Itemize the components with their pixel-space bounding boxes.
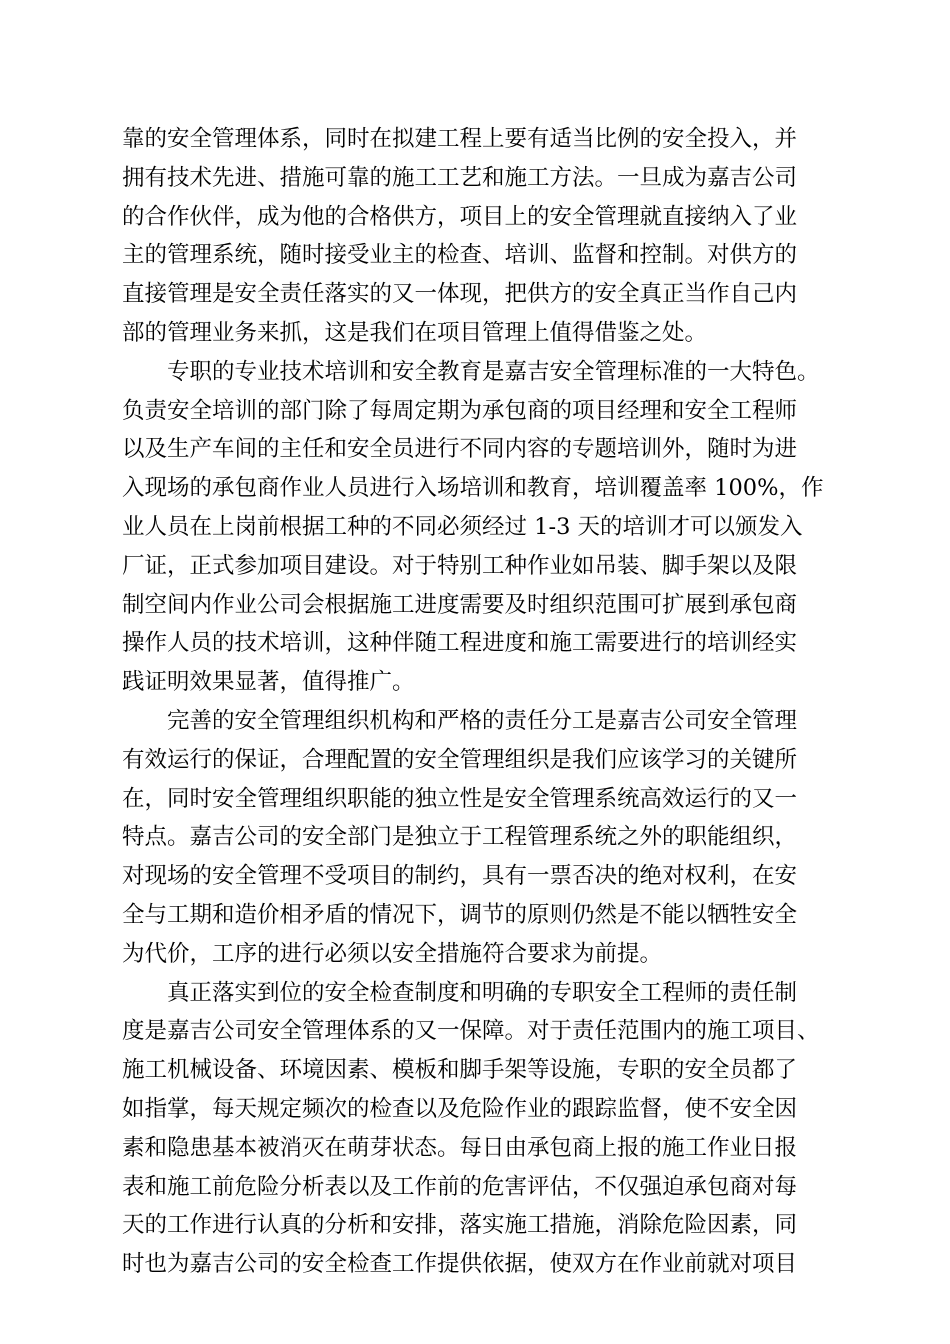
text-line: 有效运行的保证，合理配置的安全管理组织是我们应该学习的关键所 — [122, 746, 798, 773]
text-line: 度是嘉吉公司安全管理体系的又一保障。对于责任范围内的施工项目、 — [122, 1018, 820, 1045]
text-line: 施工机械设备、环境因素、模板和脚手架等设施，专职的安全员都了 — [122, 1057, 798, 1084]
text-line: 完善的安全管理组织机构和严格的责任分工是嘉吉公司安全管理 — [167, 707, 798, 734]
text-line: 全与工期和造价相矛盾的情况下，调节的原则仍然是不能以牺牲安全 — [122, 901, 798, 928]
paragraph-1 — [122, 120, 882, 353]
paragraph-4 — [122, 974, 882, 1284]
text-line: 部的管理业务来抓，这是我们在项目管理上值得借鉴之处。 — [122, 319, 708, 346]
paragraph-3 — [122, 702, 882, 974]
text-line: 践证明效果显著，值得推广。 — [122, 669, 415, 696]
text-line: 靠的安全管理体系，同时在拟建工程上要有适当比例的安全投入，并 — [122, 126, 798, 152]
text-line: 真正落实到位的安全检查制度和明确的专职安全工程师的责任制 — [167, 979, 798, 1006]
text-line: 时也为嘉吉公司的安全检查工作提供依据，使双方在作业前就对项目 — [122, 1251, 798, 1278]
text-line: 直接管理是安全责任落实的又一体现，把供方的安全真正当作自己内 — [122, 281, 798, 308]
text-line: 为代价，工序的进行必须以安全措施符合要求为前提。 — [122, 940, 663, 967]
text-line: 以及生产车间的主任和安全员进行不同内容的专题培训外，随时为进 — [122, 436, 798, 463]
text-line: 厂证，正式参加项目建设。对于特别工种作业如吊装、脚手架以及限 — [122, 552, 798, 579]
paragraph-2 — [122, 353, 882, 702]
text-line: 如指掌，每天规定频次的检查以及危险作业的跟踪监督，使不安全因 — [122, 1095, 798, 1122]
text-line: 专职的专业技术培训和安全教育是嘉吉安全管理标准的一大特色。 — [167, 358, 820, 385]
text-line: 主的管理系统，随时接受业主的检查、培训、监督和控制。对供方的 — [122, 242, 798, 269]
document-body — [122, 120, 882, 1284]
text-line: 制空间内作业公司会根据施工进度需要及时组织范围可扩展到承包商 — [122, 591, 798, 618]
text-line: 操作人员的技术培训，这种伴随工程进度和施工需要进行的培训经实 — [122, 630, 798, 657]
text-line: 对现场的安全管理不受项目的制约，具有一票否决的绝对权利，在安 — [122, 863, 798, 890]
text-line: 拥有技术先进、措施可靠的施工工艺和施工方法。一旦成为嘉吉公司 — [122, 164, 798, 191]
text-line: 特点。嘉吉公司的安全部门是独立于工程管理系统之外的职能组织， — [122, 824, 798, 851]
text-line: 素和隐患基本被消灭在萌芽状态。每日由承包商上报的施工作业日报 — [122, 1134, 798, 1161]
text-line: 表和施工前危险分析表以及工作前的危害评估，不仅强迫承包商对每 — [122, 1173, 798, 1200]
text-line: 天的工作进行认真的分析和安排，落实施工措施，消除危险因素，同 — [122, 1212, 798, 1239]
text-line: 的合作伙伴，成为他的合格供方，项目上的安全管理就直接纳入了业 — [122, 203, 798, 230]
text-line: 在，同时安全管理组织职能的独立性是安全管理系统高效运行的又一 — [122, 785, 798, 812]
text-line: 业人员在上岗前根据工种的不同必须经过 1-3 天的培训才可以颁发入 — [122, 513, 803, 540]
text-line: 负责安全培训的部门除了每周定期为承包商的项目经理和安全工程师 — [122, 397, 798, 424]
text-line: 入现场的承包商作业人员进行入场培训和教育，培训覆盖率 100%，作 — [122, 475, 824, 502]
